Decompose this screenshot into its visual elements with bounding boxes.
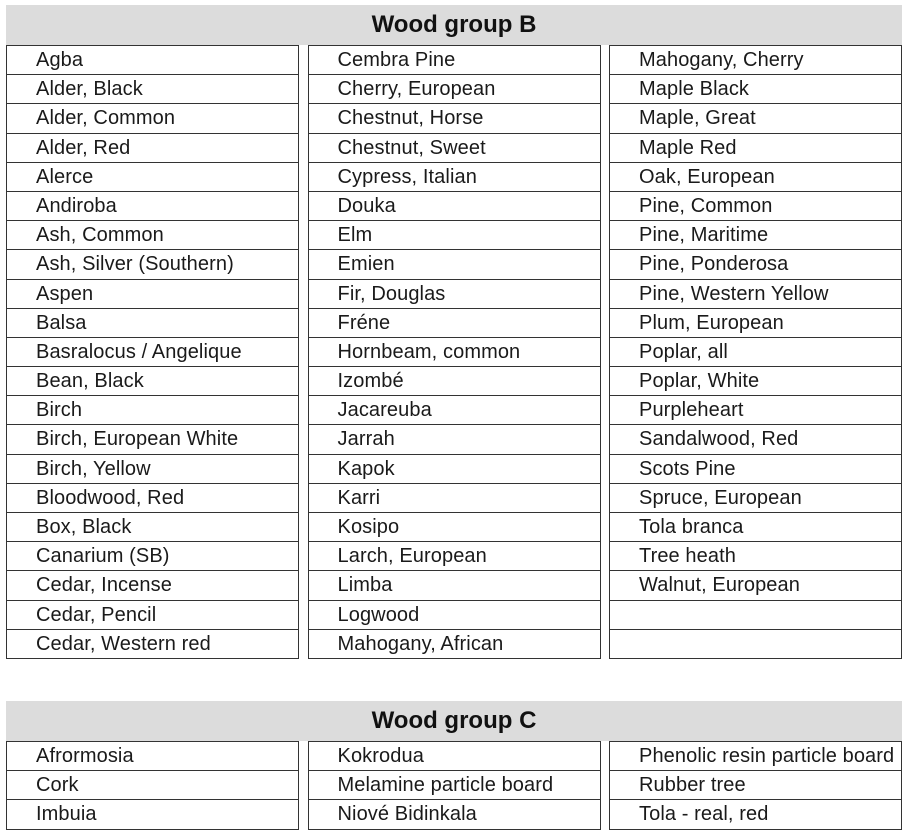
wood-species-cell: Cork xyxy=(6,770,299,799)
wood-species-cell: Balsa xyxy=(6,308,299,337)
wood-species-cell: Cedar, Pencil xyxy=(6,600,299,629)
wood-species-cell: Pine, Common xyxy=(609,191,902,220)
wood-species-cell: Canarium (SB) xyxy=(6,541,299,570)
wood-species-cell: Emien xyxy=(308,249,601,278)
wood-species-cell: Imbuia xyxy=(6,799,299,828)
wood-species-cell: Cembra Pine xyxy=(308,45,601,74)
wood-species-cell: Birch, European White xyxy=(6,424,299,453)
wood-species-cell: Ash, Common xyxy=(6,220,299,249)
wood-species-cell: Maple Black xyxy=(609,74,902,103)
wood-species-cell: Pine, Maritime xyxy=(609,220,902,249)
wood-species-cell: Birch xyxy=(6,395,299,424)
wood-species-cell: Maple Red xyxy=(609,133,902,162)
wood-species-cell: Chestnut, Sweet xyxy=(308,133,601,162)
wood-species-cell: Kokrodua xyxy=(308,741,601,770)
wood-species-cell: Jacareuba xyxy=(308,395,601,424)
wood-species-cell: Alder, Common xyxy=(6,103,299,132)
wood-species-cell: Melamine particle board xyxy=(308,770,601,799)
wood-species-cell: Bean, Black xyxy=(6,366,299,395)
wood-species-cell: Cypress, Italian xyxy=(308,162,601,191)
wood-species-cell: Birch, Yellow xyxy=(6,454,299,483)
wood-species-cell: Rubber tree xyxy=(609,770,902,799)
wood-group-c-column-2 xyxy=(308,741,601,830)
wood-species-cell: Basralocus / Angelique xyxy=(6,337,299,366)
wood-species-cell: Kapok xyxy=(308,454,601,483)
wood-group-b-title: Wood group B xyxy=(6,5,902,45)
wood-species-cell: Alder, Red xyxy=(6,133,299,162)
wood-species-cell: Elm xyxy=(308,220,601,249)
wood-species-cell: Niové Bidinkala xyxy=(308,799,601,828)
wood-species-cell: Chestnut, Horse xyxy=(308,103,601,132)
wood-species-cell: Ash, Silver (Southern) xyxy=(6,249,299,278)
wood-group-c-column-3 xyxy=(609,741,902,830)
wood-species-cell: Logwood xyxy=(308,600,601,629)
wood-species-cell: Oak, European xyxy=(609,162,902,191)
wood-species-cell: Afrormosia xyxy=(6,741,299,770)
wood-species-cell: Bloodwood, Red xyxy=(6,483,299,512)
wood-species-cell: Maple, Great xyxy=(609,103,902,132)
wood-species-cell: Alerce xyxy=(6,162,299,191)
wood-group-c-column-1 xyxy=(6,741,299,830)
wood-species-cell: Plum, European xyxy=(609,308,902,337)
wood-species-cell: Sandalwood, Red xyxy=(609,424,902,453)
wood-species-cell: Spruce, European xyxy=(609,483,902,512)
wood-species-cell: Aspen xyxy=(6,279,299,308)
wood-species-cell: Poplar, all xyxy=(609,337,902,366)
wood-group-c-columns xyxy=(6,741,902,830)
wood-species-cell: Pine, Western Yellow xyxy=(609,279,902,308)
wood-species-cell: Cedar, Incense xyxy=(6,570,299,599)
wood-species-cell: Karri xyxy=(308,483,601,512)
wood-group-b-section xyxy=(6,5,902,659)
wood-species-cell: Kosipo xyxy=(308,512,601,541)
wood-species-cell: Limba xyxy=(308,570,601,599)
wood-species-cell: Box, Black xyxy=(6,512,299,541)
wood-species-cell: Purpleheart xyxy=(609,395,902,424)
wood-species-cell: Tola branca xyxy=(609,512,902,541)
wood-species-cell: Izombé xyxy=(308,366,601,395)
wood-group-c-title: Wood group C xyxy=(6,701,902,741)
wood-species-cell: Fir, Douglas xyxy=(308,279,601,308)
wood-species-cell: Jarrah xyxy=(308,424,601,453)
wood-species-cell xyxy=(609,629,902,658)
wood-species-cell: Larch, European xyxy=(308,541,601,570)
wood-species-cell: Mahogany, Cherry xyxy=(609,45,902,74)
wood-species-cell: Poplar, White xyxy=(609,366,902,395)
wood-species-cell: Walnut, European xyxy=(609,570,902,599)
wood-group-b-column-1 xyxy=(6,45,299,659)
wood-species-cell: Hornbeam, common xyxy=(308,337,601,366)
wood-group-b-column-3 xyxy=(609,45,902,659)
wood-species-cell: Agba xyxy=(6,45,299,74)
wood-species-cell: Cherry, European xyxy=(308,74,601,103)
wood-group-c-section xyxy=(6,701,902,830)
wood-group-b-column-2 xyxy=(308,45,601,659)
wood-species-cell: Cedar, Western red xyxy=(6,629,299,658)
wood-group-b-columns xyxy=(6,45,902,659)
wood-species-cell: Pine, Ponderosa xyxy=(609,249,902,278)
wood-species-cell: Tree heath xyxy=(609,541,902,570)
wood-species-cell: Mahogany, African xyxy=(308,629,601,658)
wood-species-cell: Phenolic resin particle board xyxy=(609,741,902,770)
wood-species-cell: Fréne xyxy=(308,308,601,337)
wood-species-cell: Andiroba xyxy=(6,191,299,220)
wood-species-cell: Douka xyxy=(308,191,601,220)
wood-species-cell: Alder, Black xyxy=(6,74,299,103)
wood-species-cell xyxy=(609,600,902,629)
wood-species-cell: Scots Pine xyxy=(609,454,902,483)
wood-species-cell: Tola - real, red xyxy=(609,799,902,828)
